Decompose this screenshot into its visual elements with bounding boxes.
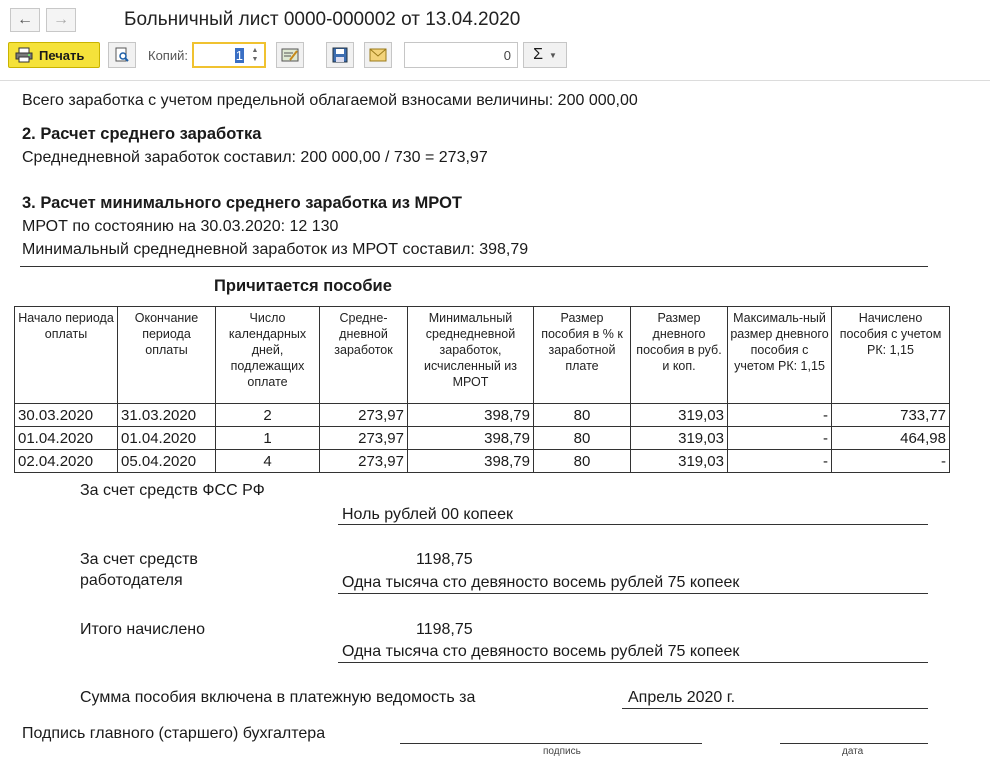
- fss-label: За счет средств ФСС РФ: [80, 482, 265, 499]
- table-row: [15, 427, 950, 450]
- print-button[interactable]: [8, 42, 100, 68]
- toolbar-separator: [0, 80, 990, 81]
- signature-caption: подпись: [543, 746, 581, 757]
- header-accrued: Начислено пособия с учетом РК: 1,15: [832, 307, 950, 404]
- fss-rule: [338, 524, 928, 525]
- section-2-title: 2. Расчет среднего заработка: [22, 125, 262, 143]
- copies-stepper[interactable]: [248, 46, 262, 64]
- cell-avg: 273,97: [320, 404, 408, 427]
- signature-label: Подпись главного (старшего) бухгалтера: [22, 725, 326, 742]
- cell-start: 02.04.2020: [15, 450, 118, 473]
- edit-icon: [281, 47, 299, 63]
- cell-days: 4: [216, 450, 320, 473]
- fss-words: Ноль рублей 00 копеек: [342, 506, 513, 523]
- copies-value: 1: [235, 47, 243, 63]
- header-percent: Размер пособия в % к заработной плате: [534, 307, 631, 404]
- cell-percent: 80: [534, 427, 631, 450]
- section-2-line: Среднедневной заработок составил: 200 000,00 / 730 = 273,97: [22, 149, 488, 166]
- employer-words: Одна тысяча сто девяносто восемь рублей 75 копеек: [342, 574, 740, 591]
- back-button[interactable]: [10, 8, 40, 32]
- cell-accrued: 464,98: [832, 427, 950, 450]
- date-rule: [780, 743, 928, 744]
- total-rule: [338, 662, 928, 663]
- table-header-row: [15, 307, 950, 404]
- print-label: Печать: [39, 47, 85, 63]
- cell-start: 01.04.2020: [15, 427, 118, 450]
- divider: [20, 266, 928, 267]
- header-daily-benefit: Размер дневного пособия в руб. и коп.: [631, 307, 728, 404]
- chevron-down-icon: ▼: [548, 50, 557, 60]
- preview-button[interactable]: [108, 42, 136, 68]
- total-label: Итого начислено: [80, 621, 205, 638]
- header-min-earnings: Минимальный среднедневной заработок, исчисленный из МРОТ: [408, 307, 534, 404]
- section-3-mrot: МРОТ по состоянию на 30.03.2020: 12 130: [22, 218, 339, 235]
- header-days: Число календарных дней, подлежащих оплате: [216, 307, 320, 404]
- header-avg-earnings: Средне-дневной заработок: [320, 307, 408, 404]
- employer-rule: [338, 593, 928, 594]
- cell-percent: 80: [534, 450, 631, 473]
- envelope-icon: [369, 48, 387, 62]
- save-icon: [332, 47, 348, 63]
- sigma-icon: Σ: [533, 46, 543, 63]
- cell-max: -: [728, 404, 832, 427]
- printer-icon: [15, 47, 33, 63]
- table-row: [15, 404, 950, 427]
- header-period-start: Начало периода оплаты: [15, 307, 118, 404]
- total-amount: 1198,75: [416, 621, 473, 638]
- cell-max: -: [728, 427, 832, 450]
- cell-end: 31.03.2020: [118, 404, 216, 427]
- payroll-rule: [622, 708, 928, 709]
- total-earnings-line: Всего заработка с учетом предельной облагаемой взносами величины: 200 000,00: [22, 92, 638, 109]
- cell-accrued: 733,77: [832, 404, 950, 427]
- stepper-down-icon[interactable]: ▼: [251, 56, 259, 63]
- cell-min: 398,79: [408, 427, 534, 450]
- employer-label-2: работодателя: [80, 572, 183, 589]
- cell-start: 30.03.2020: [15, 404, 118, 427]
- payroll-label: Сумма пособия включена в платежную ведомость за: [80, 689, 476, 706]
- copies-input[interactable]: [192, 42, 266, 68]
- total-words: Одна тысяча сто девяносто восемь рублей 75 копеек: [342, 643, 740, 660]
- cell-end: 05.04.2020: [118, 450, 216, 473]
- benefit-title: Причитается пособие: [214, 277, 392, 295]
- section-3-title: 3. Расчет минимального среднего заработка из МРОТ: [22, 194, 462, 212]
- cell-percent: 80: [534, 404, 631, 427]
- cell-min: 398,79: [408, 404, 534, 427]
- preview-icon: [114, 47, 130, 63]
- save-button[interactable]: [326, 42, 354, 68]
- cell-min: 398,79: [408, 450, 534, 473]
- arrow-left-icon: ←: [17, 11, 33, 28]
- copies-label: Копий:: [148, 48, 188, 63]
- section-3-min-line: Минимальный среднедневной заработок из МРОТ составил: 398,79: [22, 241, 529, 258]
- email-button[interactable]: [364, 42, 392, 68]
- number-field[interactable]: [404, 42, 518, 68]
- payroll-period: Апрель 2020 г.: [628, 689, 736, 706]
- cell-end: 01.04.2020: [118, 427, 216, 450]
- arrow-right-icon: →: [53, 11, 69, 28]
- cell-daily: 319,03: [631, 450, 728, 473]
- date-caption: дата: [842, 746, 864, 757]
- cell-days: 2: [216, 404, 320, 427]
- header-max-daily: Максималь-ный размер дневного пособия с учетом РК: 1,15: [728, 307, 832, 404]
- cell-daily: 319,03: [631, 404, 728, 427]
- edit-button[interactable]: [276, 42, 304, 68]
- forward-button[interactable]: [46, 8, 76, 32]
- number-value: 0: [503, 47, 511, 63]
- cell-max: -: [728, 450, 832, 473]
- stepper-up-icon[interactable]: ▲: [251, 47, 259, 54]
- sum-button[interactable]: [523, 42, 567, 68]
- signature-rule: [400, 743, 702, 744]
- employer-label-1: За счет средств: [80, 551, 198, 568]
- table-row: [15, 450, 950, 473]
- cell-days: 1: [216, 427, 320, 450]
- header-period-end: Окончание периода оплаты: [118, 307, 216, 404]
- benefit-table: [14, 306, 950, 473]
- cell-avg: 273,97: [320, 427, 408, 450]
- window-title: Больничный лист 0000-000002 от 13.04.2020: [124, 9, 521, 30]
- cell-avg: 273,97: [320, 450, 408, 473]
- cell-accrued: -: [832, 450, 950, 473]
- cell-daily: 319,03: [631, 427, 728, 450]
- employer-amount: 1198,75: [416, 551, 473, 568]
